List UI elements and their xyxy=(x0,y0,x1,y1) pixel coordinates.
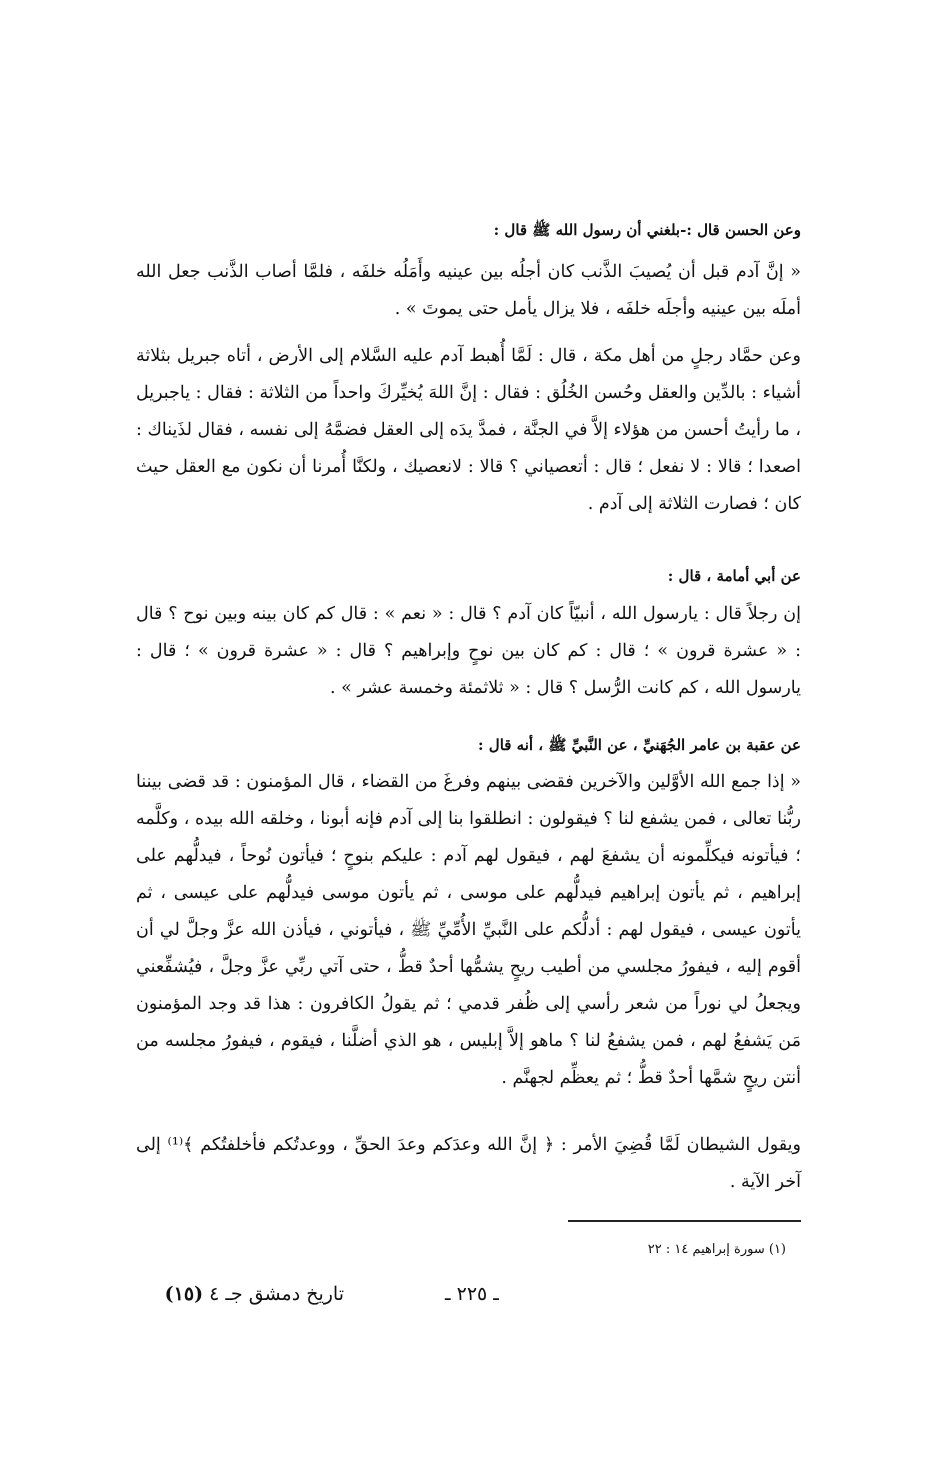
hadith-1-heading: وعن الحسن قال :-بلغني أن رسول الله ﷺ قال : xyxy=(493,221,801,239)
hadith-4-text: « إذا جمع الله الأوَّلين والآخرين فقضى بينهم وفرغَ من القضاء ، قال المؤمنون : قد قضى بيننا ربُّنا تعالى ، فمن يشفع لنا ؟ فيقولون : انطلقوا بنا إلى آدم فإنه أبونا ، وخلقه الله بيده ، وكلَّمه ؛ فيأتونه فيكلِّمونه أن يشفعَ لهم ، فيقول لهم آدم : عليكم بنوحٍ ؛ فيأتون نُوحاً ، فيدلُّهم على إبراهيم ، ثم يأتون إبراهيم فيدلُّهم على موسى ، ثم يأتون موسى فيدلُّهم على عيسى ، ثم يأتون عيسى ، فيقول لهم : أدلُّكم على النَّبيِّ الأُمِّيِّ ﷺ ، فيأتوني ، فيأذن الله عزَّ وجلَّ لي أن أقوم إليه ، فيفورُ مجلسي من أطيب ريحٍ يشمُّها أحدٌ قطُّ ، حتى آتي ربِّي عزَّ وجلَّ ، فيُشفِّعني ويجعلُ لي نوراً من شعر رأسي إلى ظُفر قدمي ؛ ثم يقولُ الكافرون : هذا قد وجد المؤمنون مَن يَشفعُ لهم ، فمن يشفعُ لنا ؟ ماهو إلاَّ إبليس ، هو الذي أضلَّنا ، فيقوم ، فيفورُ مجلسه من أنتن ريحٍ شمَّها أحدٌ قطُّ ؛ ثم يعظِّم لجهنَّم . xyxy=(136,772,801,1088)
footnote-separator xyxy=(568,1220,801,1222)
hadith-2-text: وعن حمَّاد رجلٍ من أهل مكة ، قال : لَمَّا أُهبط آدم عليه السَّلام إلى الأرض ، أتاه جبريل بثلاثة أشياء : بالدِّين والعقل وحُسن الخُلُق : فقال : إنَّ اللهَ يُخيِّركَ واحداً من الثلاثة : فقال : ياجبريل ، ما رأيتُ أحسن من هؤلاء إلاَّ في الجنَّة ، فمدَّ يدَه إلى العقل فضمَّهُ إلى نفسه ، فقال لذَيناك : اصعدا ؛ قالا : لا نفعل ؛ قال : أتعصياني ؟ قالا : لانعصيك ، ولكنَّا أُمرنا أن نكون مع العقل حيث كان ؛ فصارت الثلاثة إلى آدم . xyxy=(136,346,801,514)
running-footer-title xyxy=(165,1280,344,1308)
hadith-1-text: « إنَّ آدم قبل أن يُصيبَ الذَّنب كان أجلُه بين عينيه وأَمَلُه خلفَه ، فلمَّا أصاب الذَّنب جعل الله أملَه بين عينيه وأجلَه خلفَه ، فلا يزال يأمل حتى يموتَ » . xyxy=(136,262,801,319)
volume-mark: (١٥) xyxy=(164,1283,204,1305)
footnote: (١) سورة إبراهيم ١٤ : ٢٢ xyxy=(647,1242,786,1257)
hadith-3-heading: عن أبي أمامة ، قال : xyxy=(667,567,801,585)
closing-paragraph: ويقول الشيطان لَمَّا قُضِيَ الأمر : ﴿ إنَّ الله وعدَكم وعدَ الحقِّ ، ووعدتُكم فأخلفتُكم ﴾⁽¹⁾ إلى آخر الآية . xyxy=(136,1135,801,1192)
hadith-3-text: إن رجلاً قال : يارسول الله ، أنبيّاً كان آدم ؟ قال : « نعم » : قال كم كان بينه وبين نوح ؟ قال : « عشرة قرون » ؛ قال : كم كان بين نوحٍ وإبراهيم ؟ قال : « عشرة قرون » ؛ قال : يارسول الله ، كم كانت الرُّسل ؟ قال : « ثلاثمئة وخمسة عشر » . xyxy=(136,604,801,698)
book-title: تاريخ دمشق جـ ٤ xyxy=(209,1283,344,1305)
hadith-4-heading: عن عقبة بن عامر الجُهَنيِّ ، عن النَّبيِّ ﷺ ، أنه قال : xyxy=(478,736,801,754)
page-number: ـ ٢٢٥ ـ xyxy=(445,1283,499,1305)
